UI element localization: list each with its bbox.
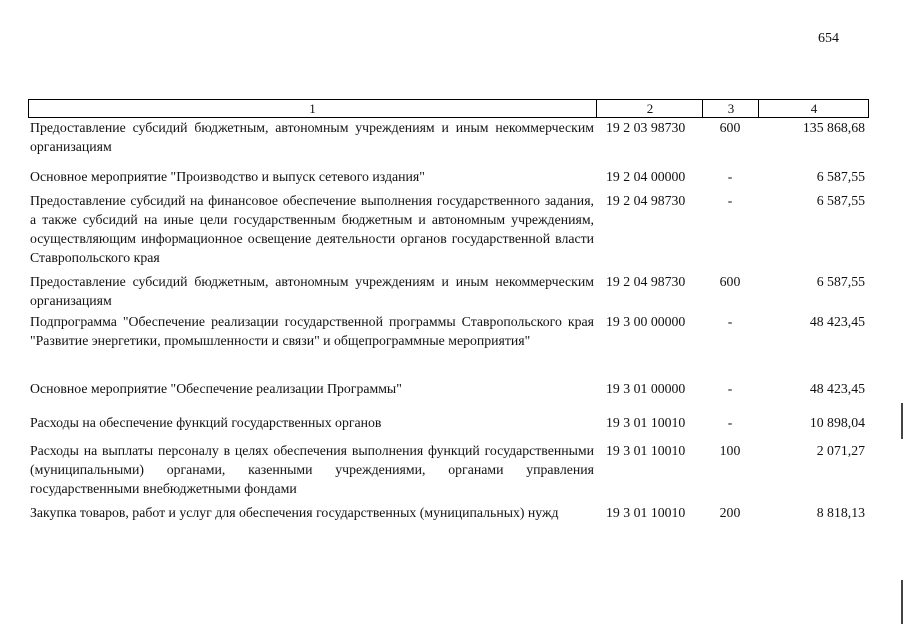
row-expense-type: -	[727, 381, 733, 396]
row-code: 19 2 04 98730	[606, 193, 686, 208]
row-description: Основное мероприятие "Производство и выпуск сетевого издания"	[30, 169, 425, 184]
header-col-2: 2	[596, 100, 703, 117]
row-expense-type: -	[727, 169, 733, 184]
row-description: Основное мероприятие "Обеспечение реализации Программы"	[30, 381, 402, 396]
row-expense-type: -	[727, 193, 733, 208]
row-expense-type: 100	[719, 443, 741, 458]
row-code: 19 3 01 10010	[606, 415, 686, 430]
row-code: 19 3 00 00000	[606, 314, 686, 329]
row-code: 19 3 01 10010	[606, 505, 686, 520]
row-amount: 10 898,04	[809, 415, 865, 430]
row-code: 19 2 04 00000	[606, 169, 686, 184]
row-description: Расходы на обеспечение функций государственных органов	[30, 415, 382, 430]
row-expense-type: 600	[719, 120, 741, 135]
row-amount: 6 587,55	[816, 274, 865, 289]
row-description: Предоставление субсидий на финансовое обеспечение выполнения государственного задания, а также субсидий на иные цели государственным бюджетным и автономным учреждениям, осуществляющим информационное освещение деятельности органов государственной власти Ставропольского края	[30, 193, 594, 265]
scan-edge-mark-top	[901, 403, 903, 439]
header-col-4: 4	[758, 100, 869, 117]
row-amount: 6 587,55	[816, 169, 865, 184]
row-description: Закупка товаров, работ и услуг для обеспечения государственных (муниципальных) нужд	[30, 505, 559, 520]
row-description: Предоставление субсидий бюджетным, автономным учреждениям и иным некоммерческим организациям	[30, 120, 594, 154]
row-code: 19 3 01 00000	[606, 381, 686, 396]
scan-edge-mark-bottom	[901, 580, 903, 624]
row-code: 19 2 03 98730	[606, 120, 686, 135]
page-number: 654	[818, 31, 839, 46]
table-header	[28, 99, 869, 118]
row-amount: 48 423,45	[809, 314, 865, 329]
row-expense-type: -	[727, 415, 733, 430]
row-description: Подпрограмма "Обеспечение реализации государственной программы Ставропольского края "Развитие энергетики, промышленности и связи" и общепрограммные мероприятия"	[30, 314, 594, 348]
row-code: 19 3 01 10010	[606, 443, 686, 458]
row-amount: 2 071,27	[816, 443, 865, 458]
row-description: Предоставление субсидий бюджетным, автономным учреждениям и иным некоммерческим организациям	[30, 274, 594, 308]
row-amount: 6 587,55	[816, 193, 865, 208]
header-col-1: 1	[309, 101, 316, 116]
row-code: 19 2 04 98730	[606, 274, 686, 289]
row-expense-type: 600	[719, 274, 741, 289]
row-expense-type: -	[727, 314, 733, 329]
row-amount: 48 423,45	[809, 381, 865, 396]
row-description: Расходы на выплаты персоналу в целях обеспечения выполнения функций государственными (муниципальными) органами, казенными учреждениями, органами управления государственными внебюджетными фондами	[30, 443, 594, 496]
header-col-3: 3	[702, 100, 759, 117]
row-amount: 8 818,13	[816, 505, 865, 520]
row-amount: 135 868,68	[802, 120, 865, 135]
row-expense-type: 200	[719, 505, 741, 520]
